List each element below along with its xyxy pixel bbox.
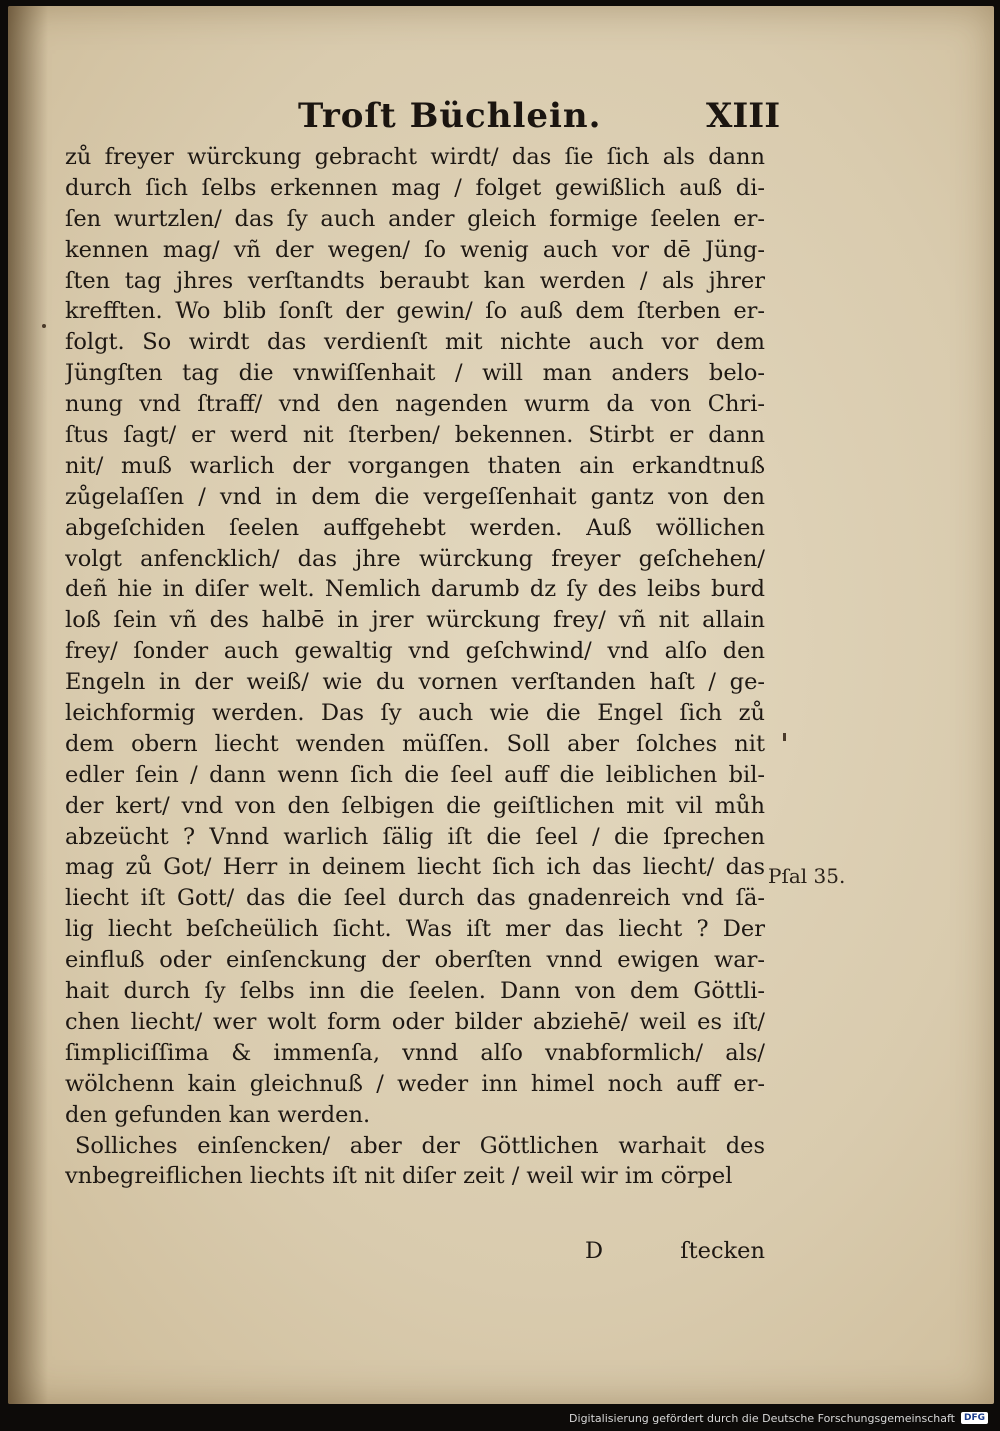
text-line: kennen mag/ vñ der wegen/ ſo wenig auch vor dē Jüng- [65,236,765,263]
running-title: Troſt Büchlein. [298,96,602,136]
text-line: ſen wurtzlen/ das ſy auch ander gleich formige ſeelen er- [65,205,765,232]
page-fold-shadow [8,6,48,1404]
text-line: dem obern liecht wenden müſſen. Soll aber ſolches nit [65,730,765,757]
ink-speck [42,324,46,328]
text-line: einfluß oder einſenckung der oberſten vnnd ewigen war- [65,947,765,974]
text-line: frey/ ſonder auch gewaltig vnd geſchwind/ vnd alſo den [65,638,765,665]
text-line: volgt anfencklich/ das jhre würckung freyer geſchehen/ [65,545,765,572]
ink-mark [783,733,786,741]
text-line: ſtus ſagt/ er werd nit ſterben/ bekennen. Stirbt er dann [65,422,765,449]
text-line: wölchenn kain gleichnuß / weder inn himel noch auff er- [65,1070,765,1097]
catch-line [65,1235,765,1267]
text-line: krefften. Wo blib ſonſt der gewin/ ſo auß dem ſterben er- [65,298,765,325]
text-line: hait durch ſy ſelbs inn die ſeelen. Dann von dem Göttli- [65,978,765,1005]
text-line: edler ſein / dann wenn ſich die ſeel auff die leiblichen bil- [65,761,765,788]
text-line: liecht iſt Gott/ das die ſeel durch das gnadenreich vnd ſä- [65,885,765,912]
credit-text: Digitalisierung gefördert durch die Deutsche Forschungsgemeinschaft [569,1411,955,1425]
text-line: den gefunden kan werden. [65,1101,371,1128]
text-line: Solliches einſencken/ aber der Göttlichen warhait des [75,1132,765,1159]
text-line: ſimpliciſſima & immenſa, vnnd alſo vnabformlich/ als/ [65,1039,765,1066]
page-header [8,96,994,140]
text-line: Engeln in der weiß/ wie du vornen verſtanden haſt / ge- [65,669,765,696]
text-line: nit/ muß warlich der vorgangen thaten ain erkandtnuß [65,452,765,479]
text-line: folgt. So wirdt das verdienſt mit nichte auch vor dem [65,329,765,356]
folio-number: XIII [706,96,781,136]
text-line: abgeſchiden ſeelen auffgehebt werden. Auß wöllichen [65,514,765,541]
text-line: deñ hie in diſer welt. Nemlich darumb dz ſy des leibs burd [65,576,765,603]
text-line: abzeücht ? Vnnd warlich ſälig iſt die ſeel / die ſprechen [65,823,765,850]
text-line: vnbegreiflichen liechts iſt nit diſer zeit / weil wir im cörpel [65,1163,733,1190]
digitization-credit [569,1409,988,1427]
text-line: loß ſein vñ des halbē in jrer würckung frey/ vñ nit allain [65,607,765,634]
margin-note: Pſal 35. [768,864,846,888]
text-line: leichformig werden. Das ſy auch wie die Engel ſich zů [65,700,765,727]
text-line: ſten tag jhres verſtandts beraubt kan werden / als jhrer [65,267,765,294]
signature-mark: D [585,1238,604,1264]
text-line: lig liecht beſcheülich ſicht. Was iſt mer das liecht ? Der [65,916,765,943]
catchword: ſtecken [680,1238,765,1264]
body-text [65,142,765,1192]
text-line: mag zů Got/ Herr in deinem liecht ſich ich das liecht/ das [65,854,765,881]
text-line: durch ſich ſelbs erkennen mag / folget gewißlich auß di- [65,174,765,201]
text-line: der kert/ vnd von den ſelbigen die geiſtlichen mit vil můh [65,792,765,819]
text-line: nung vnd ſtraff/ vnd den nagenden wurm da von Chri- [65,391,765,418]
text-line: Jüngſten tag die vnwiſſenhait / will man anders belo- [65,360,765,387]
dfg-logo-icon: DFG [961,1412,988,1424]
text-line: zůgelaſſen / vnd in dem die vergeſſenhait gantz von den [65,483,765,510]
book-page [8,6,994,1404]
text-line: chen liecht/ wer wolt form oder bilder abziehē/ weil es iſt/ [65,1008,765,1035]
text-line: zů freyer würckung gebracht wirdt/ das ſie ſich als dann [65,144,765,170]
